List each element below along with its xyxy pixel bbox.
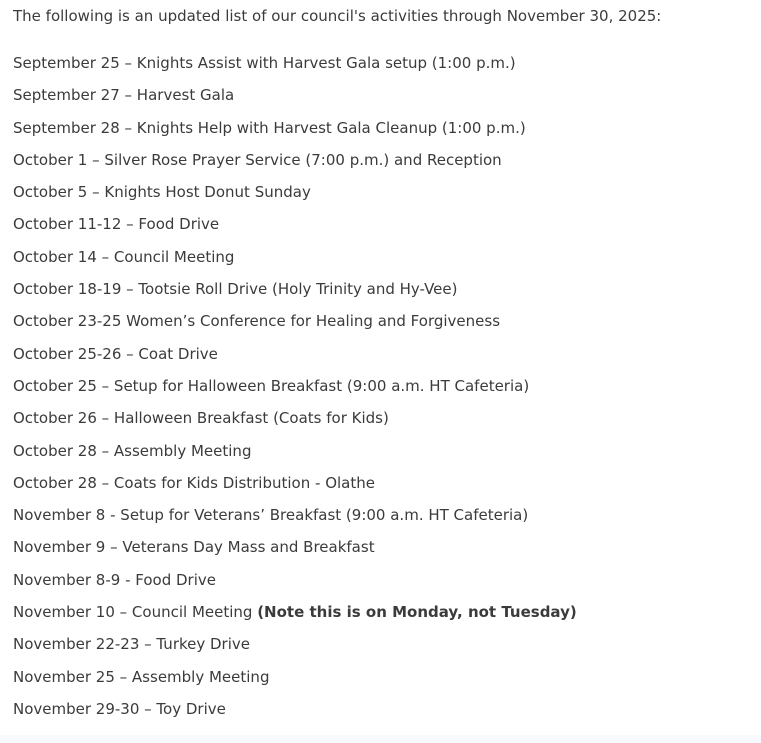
activity-text: October 26 – Halloween Breakfast (Coats for Kids): [13, 409, 389, 428]
activity-line: [13, 305, 751, 337]
activity-line: [13, 370, 751, 402]
intro-paragraph: The following is an updated list of our council's activities through November 30, 2025:: [13, 7, 662, 25]
activity-line: [13, 564, 751, 596]
activity-text: September 27 – Harvest Gala: [13, 86, 235, 105]
activity-text: October 25 – Setup for Halloween Breakfast (9:00 a.m. HT Cafeteria): [13, 376, 530, 395]
activity-line: [13, 208, 751, 240]
activity-line: [13, 661, 751, 693]
activity-line: [13, 79, 751, 111]
activity-line: [13, 402, 751, 434]
activity-text: October 11-12 – Food Drive: [13, 215, 220, 234]
activity-text: October 28 – Coats for Kids Distribution - Olathe: [13, 473, 375, 492]
activity-line: [13, 596, 751, 628]
activity-line: [13, 693, 751, 725]
activity-text: November 25 – Assembly Meeting: [13, 667, 270, 686]
activity-line: [13, 112, 751, 144]
activity-line: [13, 531, 751, 563]
activity-text: October 28 – Assembly Meeting: [13, 441, 252, 460]
activity-text: November 10 – Council Meeting: [13, 603, 258, 622]
bottom-bar: [0, 735, 761, 743]
activity-text: September 28 – Knights Help with Harvest Gala Cleanup (1:00 p.m.): [13, 118, 526, 137]
activity-line: [13, 467, 751, 499]
activity-text: October 1 – Silver Rose Prayer Service (7:00 p.m.) and Reception: [13, 150, 502, 169]
activity-text: October 5 – Knights Host Donut Sunday: [13, 183, 311, 202]
activity-text: October 18-19 – Tootsie Roll Drive (Holy Trinity and Hy-Vee): [13, 280, 458, 299]
activity-text: November 29-30 – Toy Drive: [13, 699, 226, 718]
activity-line: [13, 499, 751, 531]
activity-text: October 23-25 Women’s Conference for Healing and Forgiveness: [13, 312, 501, 331]
activity-line: [13, 176, 751, 208]
activity-line: [13, 338, 751, 370]
activity-line: [13, 435, 751, 467]
activity-text: November 8 - Setup for Veterans’ Breakfast (9:00 a.m. HT Cafeteria): [13, 506, 529, 525]
activity-text: November 8-9 - Food Drive: [13, 570, 216, 589]
activity-text: October 25-26 – Coat Drive: [13, 344, 218, 363]
activity-note-bold: (Note this is on Monday, not Tuesday): [257, 603, 577, 622]
activity-line: [13, 273, 751, 305]
activity-text: October 14 – Council Meeting: [13, 247, 235, 266]
activity-line: [13, 144, 751, 176]
activity-line: [13, 628, 751, 660]
activity-text: November 22-23 – Turkey Drive: [13, 635, 250, 654]
activity-list: [13, 47, 751, 725]
activity-text: November 9 – Veterans Day Mass and Breakfast: [13, 538, 375, 557]
activity-line: [13, 241, 751, 273]
activity-line: [13, 47, 751, 79]
activity-text: September 25 – Knights Assist with Harvest Gala setup (1:00 p.m.): [13, 54, 516, 72]
